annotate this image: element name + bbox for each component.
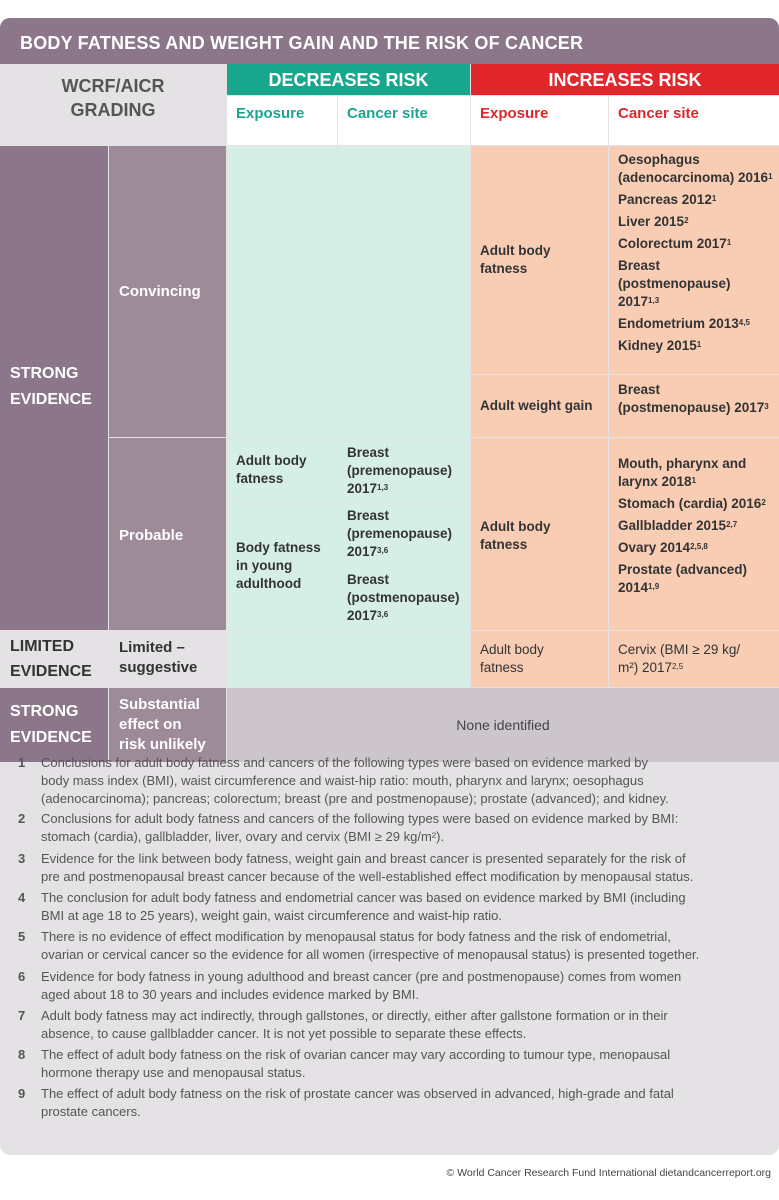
site-text: Kidney 2015 bbox=[618, 338, 697, 353]
strong-evidence-line1: STRONG bbox=[10, 703, 79, 720]
site-text: Mouth, pharynx and larynx 2018 bbox=[618, 456, 747, 489]
probable-dec-site-1 bbox=[338, 438, 470, 501]
footnote-line: Evidence for the link between body fatness, weight gain and breast cancer is presented separately for the risk of bbox=[41, 851, 686, 866]
footnote-line: stomach (cardia), gallbladder, liver, ovary and cervix (BMI ≥ 29 kg/m²). bbox=[41, 829, 445, 844]
cancer-site-item bbox=[618, 455, 773, 491]
footnote-line: absence, to cause gallbladder cancer. It is not yet possible to separate these effects. bbox=[41, 1026, 527, 1041]
site-ref: 1 bbox=[711, 194, 717, 203]
site-ref: 1 bbox=[726, 238, 732, 247]
exposure-line: adulthood bbox=[236, 576, 302, 591]
cancer-site-item bbox=[618, 517, 773, 535]
site-ref: 2,5 bbox=[672, 662, 684, 671]
footnote-line: Evidence for body fatness in young adulthood and breast cancer (pre and postmenopause) comes from women bbox=[41, 969, 682, 984]
convincing-label: Convincing bbox=[109, 146, 226, 437]
grading-header-line1: WCRF/AICR bbox=[61, 76, 165, 96]
site-text: Breast (postmenopause) 2017 bbox=[347, 572, 460, 623]
cancer-site-item bbox=[618, 191, 773, 209]
increases-risk-header: INCREASES RISK bbox=[471, 64, 779, 95]
strong-evidence-label bbox=[0, 146, 108, 630]
footnote-number: 1 bbox=[18, 755, 26, 770]
limited-sub-line1: Limited – bbox=[119, 639, 185, 656]
probable-dec-exposure-2 bbox=[227, 502, 337, 630]
none-identified: None identified bbox=[227, 688, 779, 762]
substantial-line: Substantial bbox=[119, 696, 200, 713]
limited-evidence-label bbox=[0, 631, 108, 687]
site-text: Oesophagus (adenocarcinoma) 2016 bbox=[618, 152, 769, 185]
substantial-line: effect on bbox=[119, 716, 182, 733]
grading-header-line2: GRADING bbox=[70, 100, 156, 120]
site-ref: 2,7 bbox=[726, 520, 738, 529]
site-ref: 3,6 bbox=[377, 546, 389, 555]
strong-evidence-line2: EVIDENCE bbox=[10, 391, 92, 408]
substantial-line: risk unlikely bbox=[119, 736, 206, 753]
exposure-line: in young bbox=[236, 558, 293, 573]
footnote-line: hormone therapy use and menopausal status. bbox=[41, 1065, 306, 1080]
limited-evidence-line2: EVIDENCE bbox=[10, 663, 92, 680]
site-text: Ovary 2014 bbox=[618, 540, 691, 555]
cancer-site-item bbox=[618, 561, 773, 597]
site-text: Colorectum 2017 bbox=[618, 236, 727, 251]
exposure-line: fatness bbox=[480, 660, 524, 675]
site-ref: 3 bbox=[764, 402, 769, 411]
footnote-line: (adenocarcinoma); pancreas; colorectum; breast (pre and postmenopause); prostate (advanced); and kidney. bbox=[41, 791, 669, 806]
footnote-line: There is no evidence of effect modification by menopausal status for body fatness and the risk of endometrial, bbox=[41, 929, 671, 944]
limited-inc-site bbox=[609, 631, 779, 687]
site-text: Endometrium 2013 bbox=[618, 316, 739, 331]
site-text: Stomach (cardia) 2016 bbox=[618, 496, 762, 511]
footnote-number: 2 bbox=[18, 811, 26, 826]
site-ref: 1,3 bbox=[377, 483, 389, 492]
footnote-line: pre and postmenopausal breast cancer because of the well-established effect modification by menopausal status. bbox=[41, 869, 694, 884]
cancer-site-item bbox=[618, 337, 773, 355]
convincing-inc-exposure-2: Adult weight gain bbox=[471, 375, 608, 437]
site-text: Gallbladder 2015 bbox=[618, 518, 727, 533]
site-text: Liver 2015 bbox=[618, 214, 685, 229]
inc-exposure-header: Exposure bbox=[471, 96, 608, 145]
convincing-inc-sites-1 bbox=[609, 146, 779, 374]
footnote-text bbox=[41, 1007, 759, 1043]
convincing-inc-exposure-1 bbox=[471, 146, 608, 374]
probable-dec-site-2 bbox=[338, 502, 470, 630]
exposure-line: fatness bbox=[236, 471, 284, 486]
cancer-site-item bbox=[347, 571, 466, 625]
footnote-line: Conclusions for adult body fatness and cancers of the following types were based on evidence marked by bbox=[41, 755, 649, 770]
copyright-notice: © World Cancer Research Fund International dietandcancerreport.org bbox=[446, 1167, 771, 1179]
cancer-site-item bbox=[347, 507, 466, 561]
site-ref: 4,5 bbox=[738, 318, 750, 327]
footnote-number: 5 bbox=[18, 929, 26, 944]
site-ref: 3,6 bbox=[377, 610, 389, 619]
site-text: m²) 2017 bbox=[618, 660, 673, 675]
convincing-dec-site-empty bbox=[338, 146, 470, 437]
footnote-text bbox=[41, 889, 759, 925]
exposure-line: Adult body bbox=[480, 519, 551, 534]
cancer-site-item bbox=[618, 213, 773, 231]
footnote-text bbox=[41, 1046, 759, 1082]
footnote-line: ovarian or cervical cancer so the evidence for all women (irrespective of menopausal status) is presented together. bbox=[41, 947, 700, 962]
footnote-text bbox=[41, 754, 759, 808]
site-text: Breast (postmenopause) 2017 bbox=[618, 382, 765, 415]
strong-evidence-label-2 bbox=[0, 688, 108, 762]
convincing-inc-sites-2 bbox=[609, 375, 779, 437]
exposure-line: fatness bbox=[480, 261, 528, 276]
dec-exposure-header: Exposure bbox=[227, 96, 337, 145]
exposure-line: Adult body bbox=[480, 243, 551, 258]
site-text: Breast (premenopause) 2017 bbox=[347, 445, 453, 496]
footnote-number: 7 bbox=[18, 1008, 26, 1023]
limited-inc-exposure bbox=[471, 631, 608, 687]
footnote-number: 6 bbox=[18, 969, 26, 984]
site-ref: 2 bbox=[761, 498, 766, 507]
site-ref: 1,9 bbox=[648, 582, 660, 591]
footnote-text bbox=[41, 1085, 759, 1121]
footnote-text bbox=[41, 850, 759, 886]
footnote-text bbox=[41, 928, 759, 964]
site-text: Breast (postmenopause) 2017 bbox=[618, 258, 731, 309]
site-ref: 2 bbox=[684, 216, 689, 225]
site-text: Breast (premenopause) 2017 bbox=[347, 508, 453, 559]
site-ref: 1 bbox=[691, 476, 697, 485]
footnote-line: The conclusion for adult body fatness and endometrial cancer was based on evidence marked by BMI (including bbox=[41, 890, 686, 905]
limited-sub-line2: suggestive bbox=[119, 659, 198, 676]
footnote-number: 3 bbox=[18, 851, 26, 866]
footnote-line: BMI at age 18 to 25 years), weight gain, waist circumference and waist-hip ratio. bbox=[41, 908, 502, 923]
site-ref: 1 bbox=[696, 340, 702, 349]
cancer-site-item bbox=[618, 235, 773, 253]
footnote-number: 8 bbox=[18, 1047, 26, 1062]
footnote-line: Adult body fatness may act indirectly, through gallstones, or directly, either after gallstone formation or in their bbox=[41, 1008, 668, 1023]
exposure-line: fatness bbox=[480, 537, 528, 552]
probable-inc-exposure bbox=[471, 438, 608, 630]
cancer-site-item bbox=[618, 151, 773, 187]
site-text: Cervix (BMI ≥ 29 kg/ bbox=[618, 642, 741, 657]
footnote-line: body mass index (BMI), waist circumference and waist-hip ratio: mouth, pharynx and larynx; oesophagus bbox=[41, 773, 644, 788]
limited-suggestive-label bbox=[109, 631, 226, 687]
footnote-number: 9 bbox=[18, 1086, 26, 1101]
limited-dec-exposure-empty bbox=[227, 631, 337, 687]
limited-evidence-line1: LIMITED bbox=[10, 638, 74, 655]
cancer-site-item bbox=[618, 257, 773, 311]
exposure-line: Adult body bbox=[236, 453, 307, 468]
footnote-line: aged about 18 to 30 years and includes evidence marked by BMI. bbox=[41, 987, 419, 1002]
footnote-line: The effect of adult body fatness on the risk of ovarian cancer may vary according to tumour type, menopausal bbox=[41, 1047, 671, 1062]
probable-label: Probable bbox=[109, 438, 226, 630]
limited-dec-site-empty bbox=[338, 631, 470, 687]
footnote-line: Conclusions for adult body fatness and cancers of the following types were based on evidence marked by BMI: bbox=[41, 811, 679, 826]
exposure-line: Body fatness bbox=[236, 540, 321, 555]
cancer-site-item bbox=[618, 539, 773, 557]
site-ref: 1 bbox=[768, 172, 773, 181]
footnote-line: The effect of adult body fatness on the risk of prostate cancer was observed in advanced, high-grade and fatal bbox=[41, 1086, 674, 1101]
convincing-dec-exposure-empty bbox=[227, 146, 337, 437]
site-ref: 1,3 bbox=[648, 296, 660, 305]
exposure-line: Adult body bbox=[480, 642, 544, 657]
footnote-text bbox=[41, 968, 759, 1004]
dec-cancer-site-header: Cancer site bbox=[338, 96, 470, 145]
footnote-text bbox=[41, 810, 759, 846]
footnote-number: 4 bbox=[18, 890, 26, 905]
decreases-risk-header: DECREASES RISK bbox=[227, 64, 470, 95]
strong-evidence-line2: EVIDENCE bbox=[10, 729, 92, 746]
probable-dec-exposure-1 bbox=[227, 438, 337, 501]
probable-inc-sites bbox=[609, 438, 779, 630]
substantial-effect-label bbox=[109, 688, 226, 762]
cancer-site-item bbox=[618, 315, 773, 333]
page-title: BODY FATNESS AND WEIGHT GAIN AND THE RISK OF CANCER bbox=[0, 18, 779, 64]
grading-header bbox=[0, 64, 226, 145]
site-text: Prostate (advanced) 2014 bbox=[618, 562, 748, 595]
cancer-site-item bbox=[618, 495, 773, 513]
footnote-line: prostate cancers. bbox=[41, 1104, 141, 1119]
strong-evidence-line1: STRONG bbox=[10, 365, 79, 382]
site-ref: 2,5,8 bbox=[690, 542, 708, 551]
inc-cancer-site-header: Cancer site bbox=[609, 96, 779, 145]
summary-card bbox=[0, 18, 779, 1155]
site-text: Pancreas 2012 bbox=[618, 192, 712, 207]
